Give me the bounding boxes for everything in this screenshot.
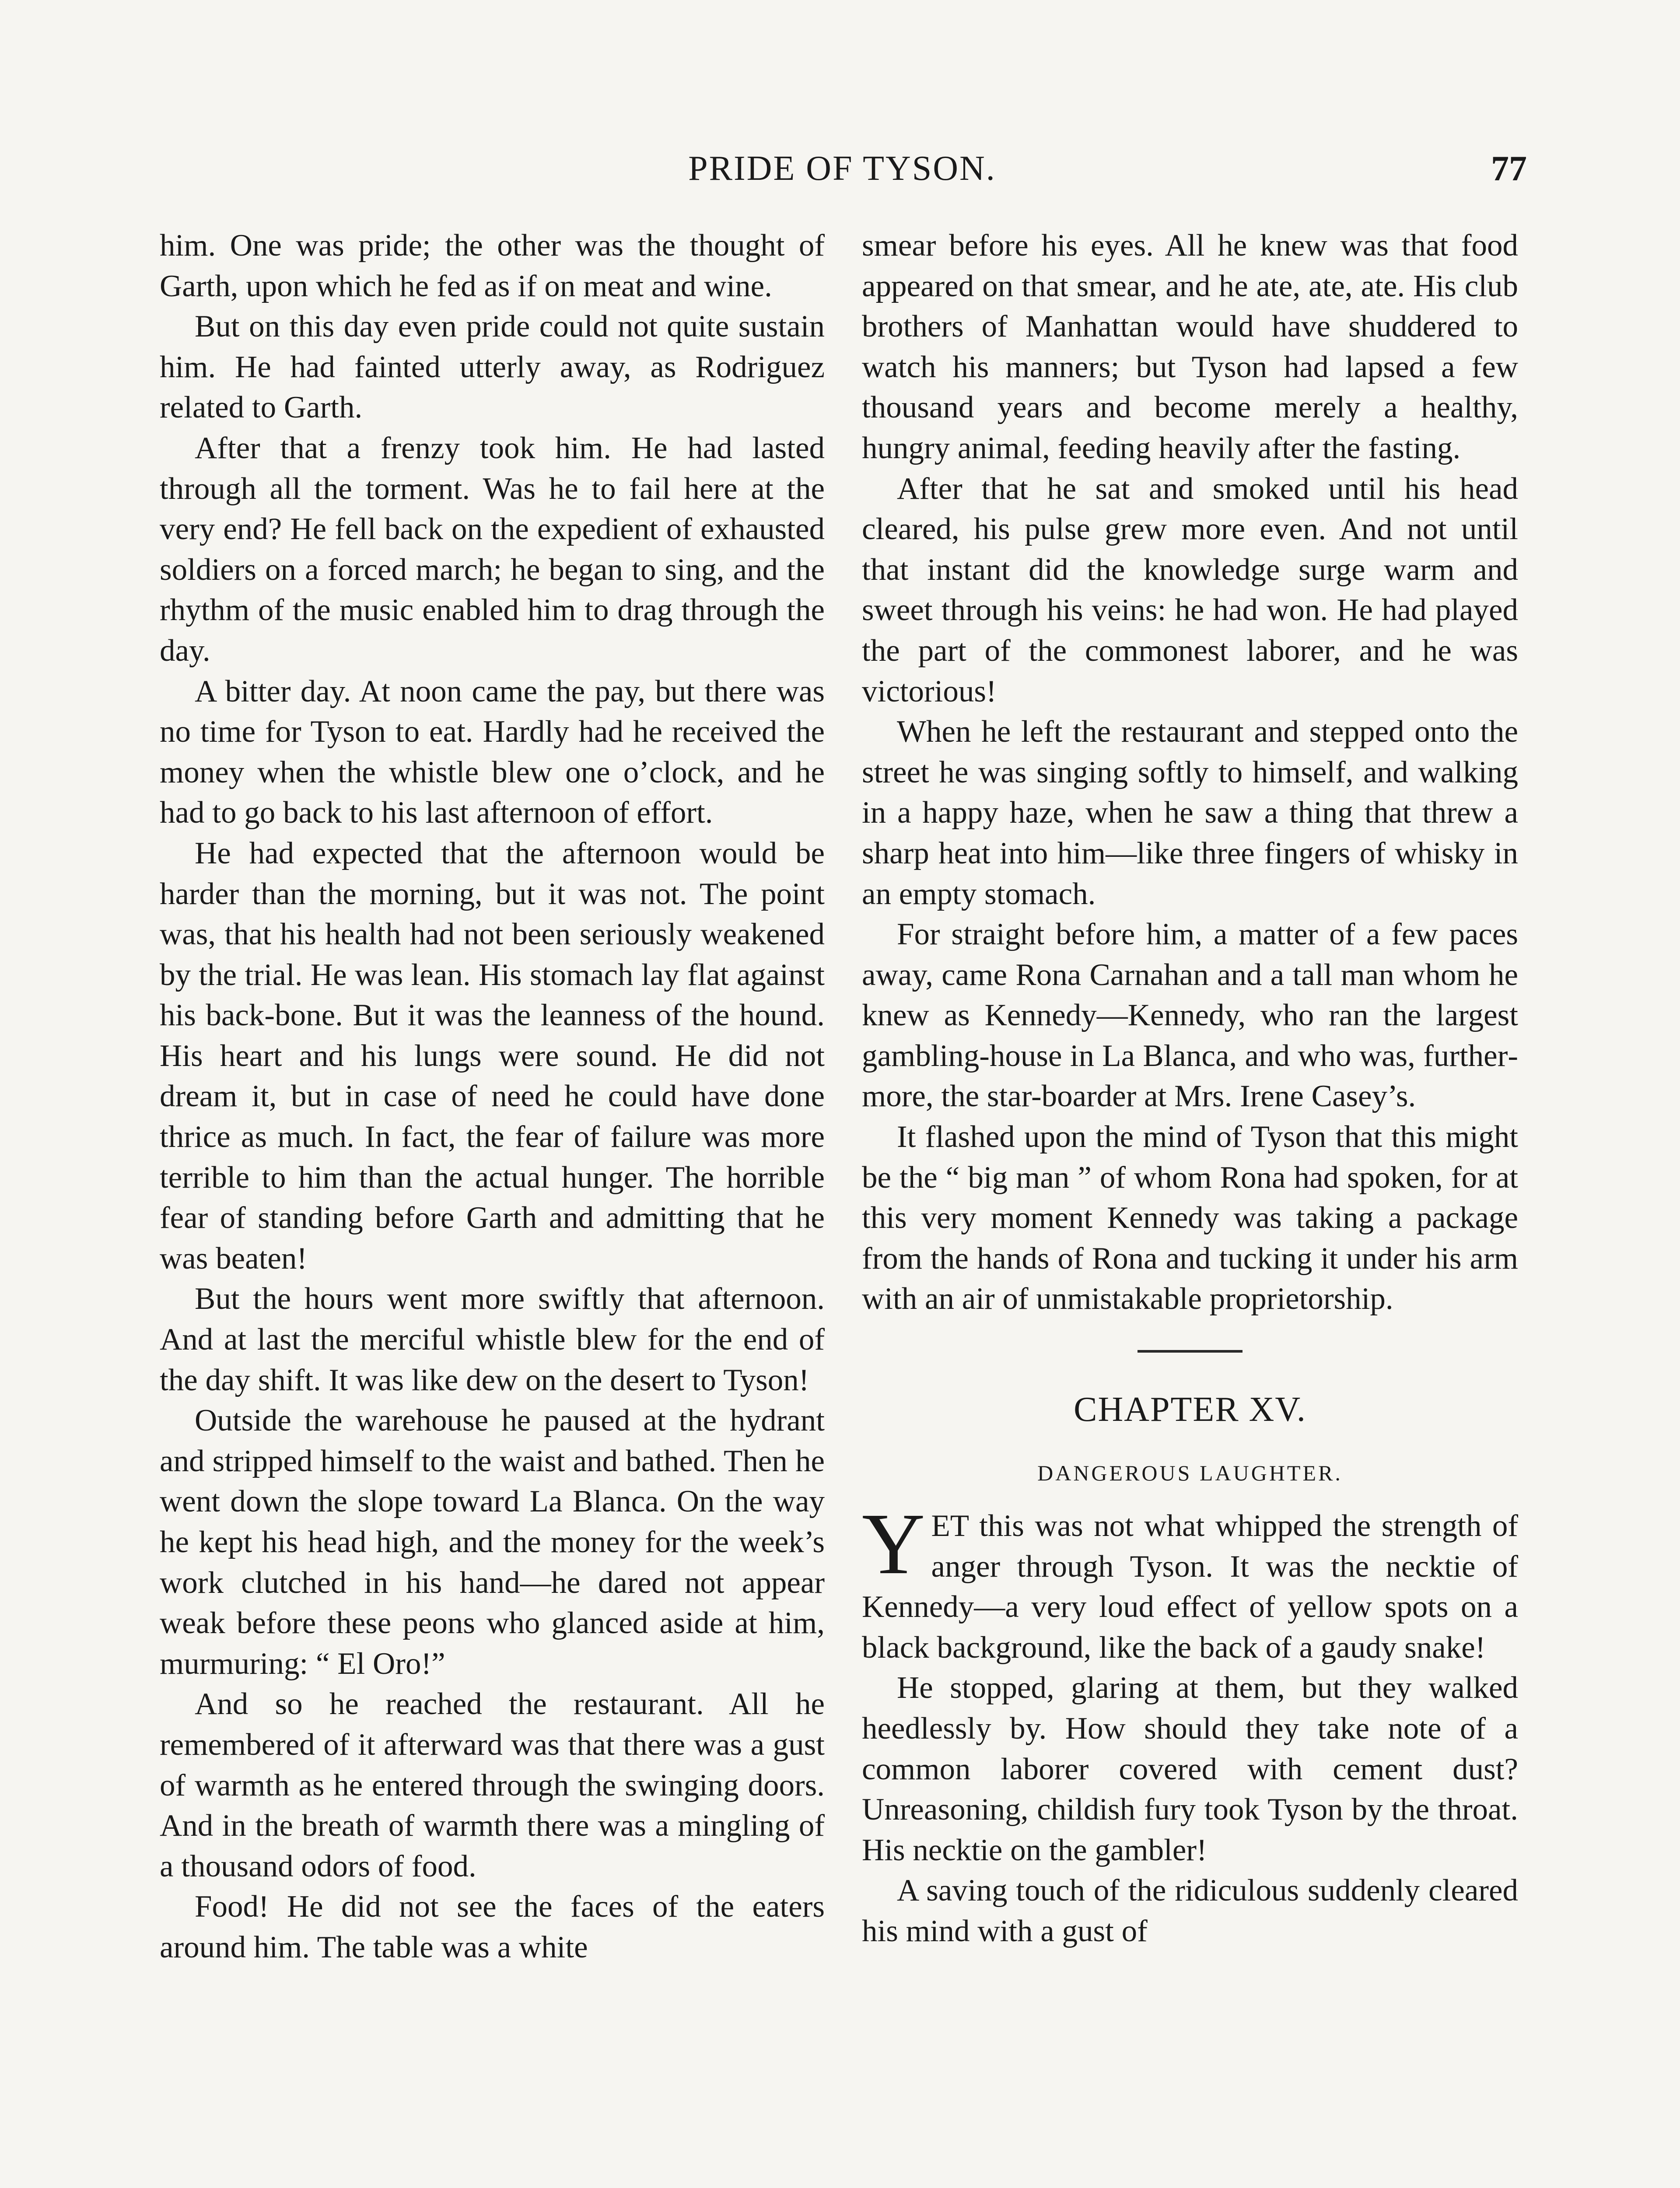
section-divider bbox=[1138, 1350, 1242, 1353]
chapter-opening-paragraph bbox=[862, 1496, 1518, 1668]
paragraph: him. One was pride; the other was the thought of Garth, upon which he fed as if on meat and wine. bbox=[160, 228, 825, 303]
left-column bbox=[160, 225, 825, 1968]
paragraph: It flashed upon the mind of Tyson that this might be the “ big man ” of whom Rona had spoken, for at this very moment Kennedy was taking a package from the hands of Rona and tucking it under his arm with an air of unmistakable proprietorship. bbox=[862, 1120, 1518, 1316]
paragraph: Outside the warehouse he paused at the hydrant and stripped himself to the waist and bathed. Then he went down the slope toward La Blanca. On the way he kept his head high, and the money for the week’s work clutched in his hand—he dared not appear weak before these peons who glanced aside at him, murmuring: “ El Oro!” bbox=[160, 1403, 825, 1681]
running-head bbox=[158, 144, 1527, 193]
paragraph: A bitter day. At noon came the pay, but there was no time for Tyson to eat. Hardly had he received the money when the whistle blew one o’clock, and he had to go back to his last afternoon of effort. bbox=[160, 674, 825, 830]
paragraph: A saving touch of the ridiculous suddenly cleared his mind with a gust of bbox=[862, 1873, 1518, 1948]
opening-text: ET this was not what whipped the strength of anger through Tyson. It was the necktie of Kennedy—a very loud effect of yellow spots on a black background, like the back of a gaudy snake! bbox=[862, 1509, 1518, 1665]
paragraph: smear before his eyes. All he knew was that food appeared on that smear, and he ate, ate, ate. His club brothers of Manhattan would have shuddered to watch his manners; but Tyson had lapsed a few thousand years and become merely a healthy, hungry animal, feeding heavily after the fasting. bbox=[862, 228, 1518, 465]
paragraph: When he left the restaurant and stepped onto the street he was singing softly to himself, and walking in a happy haze, when he saw a thing that threw a sharp heat into him—like three fingers of whisky in an empty stomach. bbox=[862, 715, 1518, 911]
paragraph: After that a frenzy took him. He had lasted through all the torment. Was he to fail here at the very end? He fell back on the expedient of exhausted soldiers on a forced march; he began to sing, and the rhythm of the music enabled him to drag through the day. bbox=[160, 431, 825, 668]
right-column bbox=[862, 225, 1518, 1952]
paragraph: Food! He did not see the faces of the eaters around him. The table was a white bbox=[160, 1890, 825, 1964]
paragraph: But the hours went more swiftly that afternoon. And at last the merciful whistle blew for the end of the day shift. It was like dew on the desert to Tyson! bbox=[160, 1282, 825, 1397]
paragraph: He had expected that the afternoon would be harder than the morning, but it was not. The point was, that his health had not been seriously weakened by the trial. He was lean. His stomach lay flat against his back-bone. But it was the leanness of the hound. His heart and his lungs were sound. He did not dream it, but in case of need he could have done thrice as much. In fact, the fear of failure was more terrible to him than the actual hunger. The horrible fear of standing before Garth and admitting that he was beaten! bbox=[160, 836, 825, 1276]
paragraph: He stopped, glaring at them, but they walked heedlessly by. How should they take note of a common laborer covered with cement dust? Unreasoning, childish fury took Tyson by the throat. His necktie on the gambler! bbox=[862, 1671, 1518, 1867]
running-title: PRIDE OF TYSON. bbox=[688, 149, 996, 188]
paragraph: And so he reached the restaurant. All he remembered of it afterward was that there was a gust of warmth as he entered through the swinging doors. And in the breath of warmth there was a mingling of a thousand odors of food. bbox=[160, 1687, 825, 1883]
chapter-subtitle: DANGEROUS LAUGHTER. bbox=[1037, 1461, 1343, 1486]
chapter-title: CHAPTER XV. bbox=[1074, 1390, 1306, 1429]
paragraph: After that he sat and smoked until his head cleared, his pulse grew more even. And not until that instant did the knowledge surge warm and sweet through his veins: he had won. He had played the part of the commonest laborer, and he was victorious! bbox=[862, 471, 1518, 708]
drop-cap: Y bbox=[862, 1496, 925, 1593]
page-number: 77 bbox=[1491, 148, 1527, 188]
paragraph: For straight before him, a matter of a few paces away, came Rona Carnahan and a tall man whom he knew as Kennedy—Kennedy, who ran the largest gambling-house in La Blanca, and who was, furthermore, the star-boarder at Mrs. Irene Casey’s. bbox=[862, 917, 1518, 1114]
paragraph: But on this day even pride could not quite sustain him. He had fainted utterly away, as Rodriguez related to Garth. bbox=[160, 309, 825, 425]
